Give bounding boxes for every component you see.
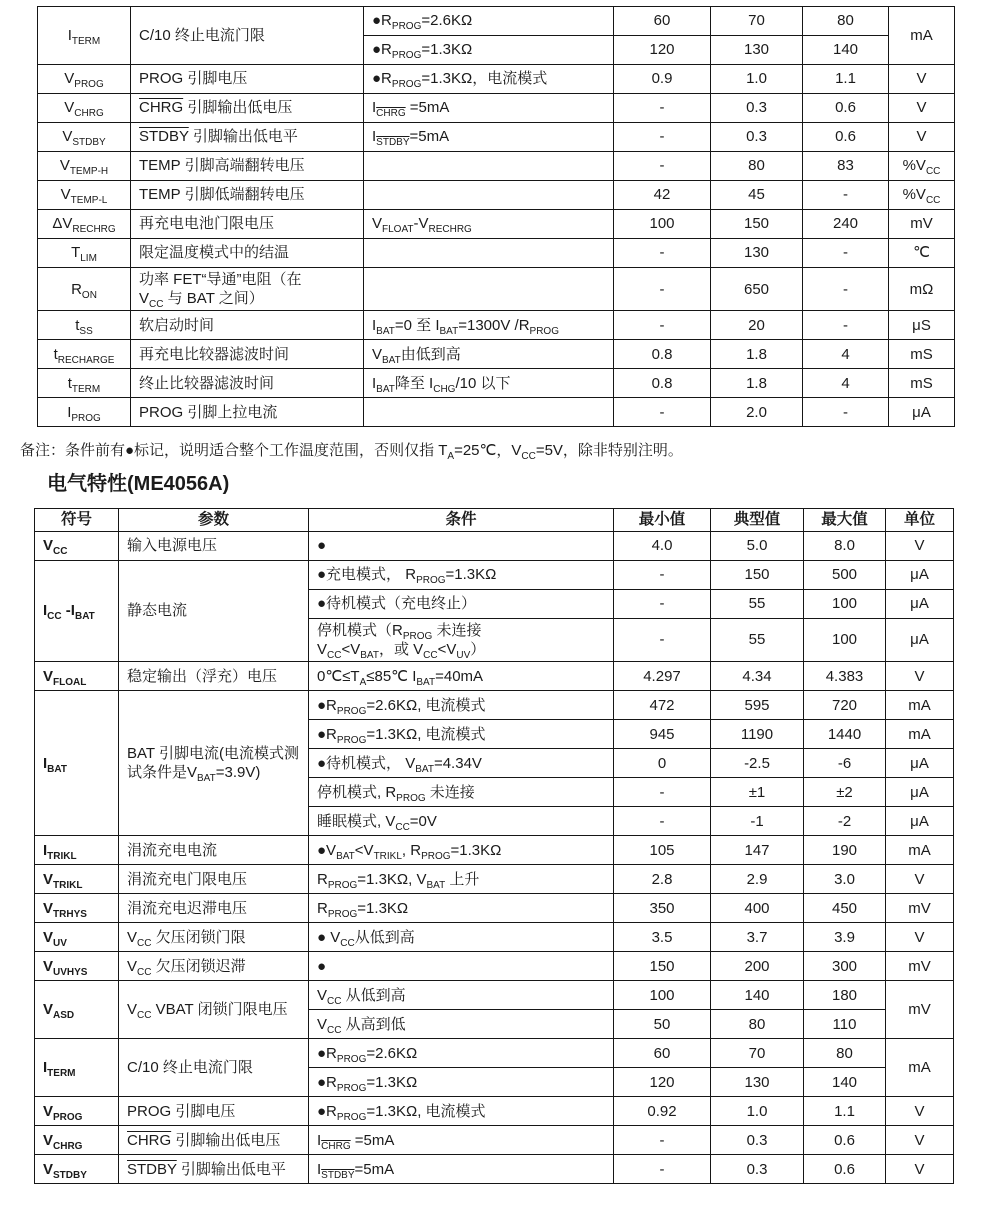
table-cell: 涓流充电迟滞电压 (119, 894, 309, 923)
table-cell: $t_{RECHARGE}$ (38, 340, 131, 369)
table-cell: 45 (711, 181, 803, 210)
table-cell: 4.34 (711, 662, 804, 691)
table-cell (364, 152, 614, 181)
table-cell: mV (886, 894, 954, 923)
table-cell: 130 (711, 239, 803, 268)
table-cell: 150 (711, 210, 803, 239)
table-cell: 1.8 (711, 340, 803, 369)
table-cell: 83 (803, 152, 889, 181)
table-cell: 595 (711, 691, 804, 720)
table-cell: $●R_{PROG}=1.3K\Omega$, 电流模式 (309, 720, 614, 749)
table-cell: ●充电模式， $R_{PROG}=1.3K\Omega$ (309, 560, 614, 589)
table-cell: 0.3 (711, 1155, 804, 1184)
table-cell: 140 (711, 981, 804, 1010)
table-cell: μA (886, 778, 954, 807)
table-cell: μS (889, 311, 955, 340)
table-cell: $\Delta V_{RECHRG}$ (38, 210, 131, 239)
table-cell: μA (886, 807, 954, 836)
table-cell: - (614, 618, 711, 661)
table-cell: $V_{CC}$ 从高到低 (309, 1010, 614, 1039)
table-cell: - (614, 94, 711, 123)
table-cell: ● (309, 952, 614, 981)
table-cell: $T_{LIM}$ (38, 239, 131, 268)
table-cell: V (886, 1097, 954, 1126)
table-cell: 1440 (804, 720, 886, 749)
table-cell: $\%V_{CC}$ (889, 181, 955, 210)
table-cell: 0.8 (614, 369, 711, 398)
table-cell: $V_{FLOAL}$ (35, 662, 119, 691)
table-cell: $I_{PROG}$ (38, 398, 131, 427)
table-cell (364, 268, 614, 311)
table-cell: $●R_{PROG}=2.6K\Omega$ (364, 7, 614, 36)
table-cell: $V_{TRIKL}$ (35, 865, 119, 894)
table-cell: 2.0 (711, 398, 803, 427)
table-cell: mV (889, 210, 955, 239)
table-cell: $V_{STDBY}$ (35, 1155, 119, 1184)
table-cell: - (614, 1155, 711, 1184)
table-cell: - (614, 268, 711, 311)
table-cell: TEMP 引脚低端翻转电压 (131, 181, 364, 210)
table-cell: PROG 引脚上拉电流 (131, 398, 364, 427)
table-cell: mA (889, 7, 955, 65)
table-cell: 8.0 (804, 531, 886, 560)
table-cell: $●R_{PROG}=2.6K\Omega$ (309, 1039, 614, 1068)
table-cell: $V_{CC}$ VBAT 闭锁门限电压 (119, 981, 309, 1039)
table-cell: 1.8 (711, 369, 803, 398)
table-cell: V (886, 1126, 954, 1155)
table-cell: $V_{CC}$ (35, 531, 119, 560)
table-cell: 147 (711, 836, 804, 865)
table-cell: C/10 终止电流门限 (119, 1039, 309, 1097)
table-cell: - (614, 1126, 711, 1155)
table-cell: $R_{PROG}=1.3K\Omega$ (309, 894, 614, 923)
table-cell: μA (886, 749, 954, 778)
note-text: 备注：条件前有●标记，说明适合整个工作温度范围，否则仅指 $T_A=25℃$，$V_{CC}=5V$，除非特别注明。 (20, 442, 683, 462)
table-cell: CHRG 引脚输出低电压 (119, 1126, 309, 1155)
table-cell: 130 (711, 1068, 804, 1097)
table-cell: ℃ (889, 239, 955, 268)
table-cell: - (803, 268, 889, 311)
table-cell: V (886, 865, 954, 894)
table-cell: BAT 引脚电流(电流模式测 试条件是$V_{BAT}=3.9V$) (119, 691, 309, 836)
table-cell: $V_{PROG}$ (35, 1097, 119, 1126)
table-cell: 1.1 (804, 1097, 886, 1126)
table-cell: $V_{TEMP-H}$ (38, 152, 131, 181)
table-cell: 3.0 (804, 865, 886, 894)
table-cell: 0.3 (711, 94, 803, 123)
table-cell: 限定温度模式中的结温 (131, 239, 364, 268)
table-cell: 100 (614, 210, 711, 239)
electrical-table-continued (37, 6, 955, 427)
table-cell: V (886, 1155, 954, 1184)
column-header: 最小值 (614, 509, 711, 532)
table-cell: - (614, 239, 711, 268)
table-cell: 50 (614, 1010, 711, 1039)
table-cell: $V_{PROG}$ (38, 65, 131, 94)
table-cell: 涓流充电电流 (119, 836, 309, 865)
table-cell: $V_{UV}$ (35, 923, 119, 952)
table-cell: ●待机模式（充电终止） (309, 589, 614, 618)
table-cell: 450 (804, 894, 886, 923)
table-cell: 80 (804, 1039, 886, 1068)
table-cell: V (886, 531, 954, 560)
table-cell: ±2 (804, 778, 886, 807)
table-cell: C/10 终止电流门限 (131, 7, 364, 65)
table-cell: 静态电流 (119, 560, 309, 661)
table-cell: 945 (614, 720, 711, 749)
table-cell: - (614, 398, 711, 427)
table-cell: - (614, 807, 711, 836)
table-cell: - (803, 239, 889, 268)
section-title: 电气特性(ME4056A) (47, 473, 230, 495)
table-cell: 1.1 (803, 65, 889, 94)
table-cell: 180 (804, 981, 886, 1010)
table-cell: $I_{TERM}$ (38, 7, 131, 65)
table-cell: $V_{UVHYS}$ (35, 952, 119, 981)
table-cell: $I_{BAT}$ (35, 691, 119, 836)
table-cell: $t_{SS}$ (38, 311, 131, 340)
table-cell: 105 (614, 836, 711, 865)
table-cell: ● $V_{CC}$从低到高 (309, 923, 614, 952)
table-cell: μA (889, 398, 955, 427)
table-cell: 0.6 (804, 1155, 886, 1184)
table-cell: 再充电比较器滤波时间 (131, 340, 364, 369)
table-cell: 停机模式（$R_{PROG}$ 未连接 $V_{CC}<V_{BAT}$，或 $V_{CC}<V_{UV}$） (309, 618, 614, 661)
table-cell: 55 (711, 589, 804, 618)
table-cell: 100 (614, 981, 711, 1010)
table-cell: STDBY 引脚输出低电平 (131, 123, 364, 152)
table-cell: 80 (803, 7, 889, 36)
table-cell: V (886, 923, 954, 952)
table-cell: 70 (711, 7, 803, 36)
table-cell: 400 (711, 894, 804, 923)
table-cell: TEMP 引脚高端翻转电压 (131, 152, 364, 181)
table-cell: $V_{TEMP-L}$ (38, 181, 131, 210)
table-cell: 1.0 (711, 65, 803, 94)
table-cell: 4 (803, 340, 889, 369)
table-cell: $I_{BAT}$降至 $I_{CHG}/10$ 以下 (364, 369, 614, 398)
table-cell: 0.3 (711, 1126, 804, 1155)
table-cell: $V_{FLOAT}-V_{RECHRG}$ (364, 210, 614, 239)
table-cell: 3.7 (711, 923, 804, 952)
table-cell: -1 (711, 807, 804, 836)
table-cell: $●R_{PROG}=2.6K\Omega$, 电流模式 (309, 691, 614, 720)
table-cell: $V_{CHRG}$ (38, 94, 131, 123)
table-cell: 0.9 (614, 65, 711, 94)
table-cell: $I_{CHRG} =5mA$ (364, 94, 614, 123)
table-cell (364, 239, 614, 268)
table-cell: - (803, 311, 889, 340)
table-cell: 100 (804, 589, 886, 618)
table-cell: V (889, 94, 955, 123)
table-cell: $\%V_{CC}$ (889, 152, 955, 181)
table-cell: $I_{BAT}=0$ 至 $I_{BAT}=1300V$ $/R_{PROG}$ (364, 311, 614, 340)
table-cell: mS (889, 340, 955, 369)
table-cell: V (886, 662, 954, 691)
table-cell: $0℃\le T_A\le 85℃$ $I_{BAT}=40mA$ (309, 662, 614, 691)
table-cell: 涓流充电门限电压 (119, 865, 309, 894)
table-cell: 720 (804, 691, 886, 720)
column-header: 典型值 (711, 509, 804, 532)
table-cell: mA (886, 1039, 954, 1097)
table-cell: 软启动时间 (131, 311, 364, 340)
table-cell: 0.3 (711, 123, 803, 152)
table-cell: 100 (804, 618, 886, 661)
table-cell: 120 (614, 1068, 711, 1097)
table-cell: V (889, 123, 955, 152)
table-cell: 功率 FET“导通”电阻（在 $V_{CC}$ 与 BAT 之间） (131, 268, 364, 311)
table-cell: $I_{TERM}$ (35, 1039, 119, 1097)
table-cell: ●待机模式， $V_{BAT}=4.34V$ (309, 749, 614, 778)
table-cell: - (803, 398, 889, 427)
table-cell: 停机模式, $R_{PROG}$ 未连接 (309, 778, 614, 807)
table-cell: 120 (614, 36, 711, 65)
column-header: 符号 (35, 509, 119, 532)
table-cell: 190 (804, 836, 886, 865)
table-cell: 3.9 (804, 923, 886, 952)
table-cell: V (889, 65, 955, 94)
table-cell: 0.92 (614, 1097, 711, 1126)
table-cell: mA (886, 691, 954, 720)
table-cell: $●R_{PROG}=1.3K\Omega$，电流模式 (364, 65, 614, 94)
table-cell: μA (886, 560, 954, 589)
table-cell: 4.297 (614, 662, 711, 691)
table-cell: PROG 引脚电压 (131, 65, 364, 94)
table-cell: 2.8 (614, 865, 711, 894)
table-cell: $V_{BAT}$由低到高 (364, 340, 614, 369)
table-cell: $V_{CHRG}$ (35, 1126, 119, 1155)
table-cell: 60 (614, 1039, 711, 1068)
table-cell: mS (889, 369, 955, 398)
column-header: 参数 (119, 509, 309, 532)
table-cell: 5.0 (711, 531, 804, 560)
table-cell: 4.0 (614, 531, 711, 560)
table-cell: 4 (803, 369, 889, 398)
table-cell: mΩ (889, 268, 955, 311)
table-cell: 20 (711, 311, 803, 340)
table-cell: $V_{CC}$ 欠压闭锁迟滞 (119, 952, 309, 981)
table-cell: -2 (804, 807, 886, 836)
table-cell: $V_{STDBY}$ (38, 123, 131, 152)
table-cell: 0.6 (804, 1126, 886, 1155)
table-cell: $V_{CC}$ 欠压闭锁门限 (119, 923, 309, 952)
table-cell: $t_{TERM}$ (38, 369, 131, 398)
table-cell: 1.0 (711, 1097, 804, 1126)
electrical-table-me4056a (34, 508, 954, 1184)
table-cell: ±1 (711, 778, 804, 807)
table-cell: 42 (614, 181, 711, 210)
table-cell: 472 (614, 691, 711, 720)
table-cell: $I_{TRIKL}$ (35, 836, 119, 865)
table-cell: - (614, 778, 711, 807)
table-cell: mA (886, 720, 954, 749)
table-cell: - (614, 123, 711, 152)
table-cell: 1190 (711, 720, 804, 749)
table-cell: - (614, 311, 711, 340)
table-cell: $V_{TRHYS}$ (35, 894, 119, 923)
table-cell: - (614, 589, 711, 618)
table-cell: 0 (614, 749, 711, 778)
table-cell: $R_{ON}$ (38, 268, 131, 311)
table-cell: 2.9 (711, 865, 804, 894)
table-cell: $●V_{BAT}<V_{TRIKL}$, $R_{PROG}=1.3K\Omega$ (309, 836, 614, 865)
table-cell: 150 (614, 952, 711, 981)
table-cell: 3.5 (614, 923, 711, 952)
table-cell: 80 (711, 152, 803, 181)
table-cell: STDBY 引脚输出低电平 (119, 1155, 309, 1184)
table-cell: - (803, 181, 889, 210)
table-cell: - (614, 560, 711, 589)
table-cell: μA (886, 618, 954, 661)
table-cell: CHRG 引脚输出低电压 (131, 94, 364, 123)
table-cell: 60 (614, 7, 711, 36)
table-cell: 0.8 (614, 340, 711, 369)
table-cell: $V_{CC}$ 从低到高 (309, 981, 614, 1010)
column-header: 最大值 (804, 509, 886, 532)
table-cell: -2.5 (711, 749, 804, 778)
table-cell: PROG 引脚电压 (119, 1097, 309, 1126)
table-cell: mV (886, 981, 954, 1039)
table-cell: mV (886, 952, 954, 981)
table-cell: 110 (804, 1010, 886, 1039)
table-cell: $●R_{PROG}=1.3K\Omega$, 电流模式 (309, 1097, 614, 1126)
table-cell: 80 (711, 1010, 804, 1039)
table-cell: $I_{STDBY}=5mA$ (364, 123, 614, 152)
table-cell: 0.6 (803, 94, 889, 123)
table-cell: $V_{ASD}$ (35, 981, 119, 1039)
table-cell: 0.6 (803, 123, 889, 152)
table-cell: 650 (711, 268, 803, 311)
table-cell: $●R_{PROG}=1.3K\Omega$ (364, 36, 614, 65)
table-cell: 70 (711, 1039, 804, 1068)
table-cell: $●R_{PROG}=1.3K\Omega$ (309, 1068, 614, 1097)
table-cell: $I_{CC}$ $-I_{BAT}$ (35, 560, 119, 661)
table-cell: mA (886, 836, 954, 865)
table-cell: 240 (803, 210, 889, 239)
table-cell: 500 (804, 560, 886, 589)
table-cell: 55 (711, 618, 804, 661)
table-cell: 200 (711, 952, 804, 981)
table-cell (364, 181, 614, 210)
table-cell: 稳定输出（浮充）电压 (119, 662, 309, 691)
table-cell: 150 (711, 560, 804, 589)
table-cell: 4.383 (804, 662, 886, 691)
table-cell: 350 (614, 894, 711, 923)
table-cell: 终止比较器滤波时间 (131, 369, 364, 398)
table-cell (364, 398, 614, 427)
table-cell: $I_{CHRG} =5mA$ (309, 1126, 614, 1155)
table-cell: $R_{PROG}=1.3K\Omega$, $V_{BAT}$ 上升 (309, 865, 614, 894)
table-cell: 再充电电池门限电压 (131, 210, 364, 239)
table-cell: 300 (804, 952, 886, 981)
table-cell: 睡眠模式, $V_{CC}=0V$ (309, 807, 614, 836)
table-cell: $I_{STDBY}=5mA$ (309, 1155, 614, 1184)
table-cell: 140 (803, 36, 889, 65)
table-cell: 130 (711, 36, 803, 65)
table-cell: 输入电源电压 (119, 531, 309, 560)
column-header: 单位 (886, 509, 954, 532)
table-cell: -6 (804, 749, 886, 778)
table-cell: ● (309, 531, 614, 560)
table-cell: μA (886, 589, 954, 618)
column-header: 条件 (309, 509, 614, 532)
table-cell: - (614, 152, 711, 181)
table-cell: 140 (804, 1068, 886, 1097)
